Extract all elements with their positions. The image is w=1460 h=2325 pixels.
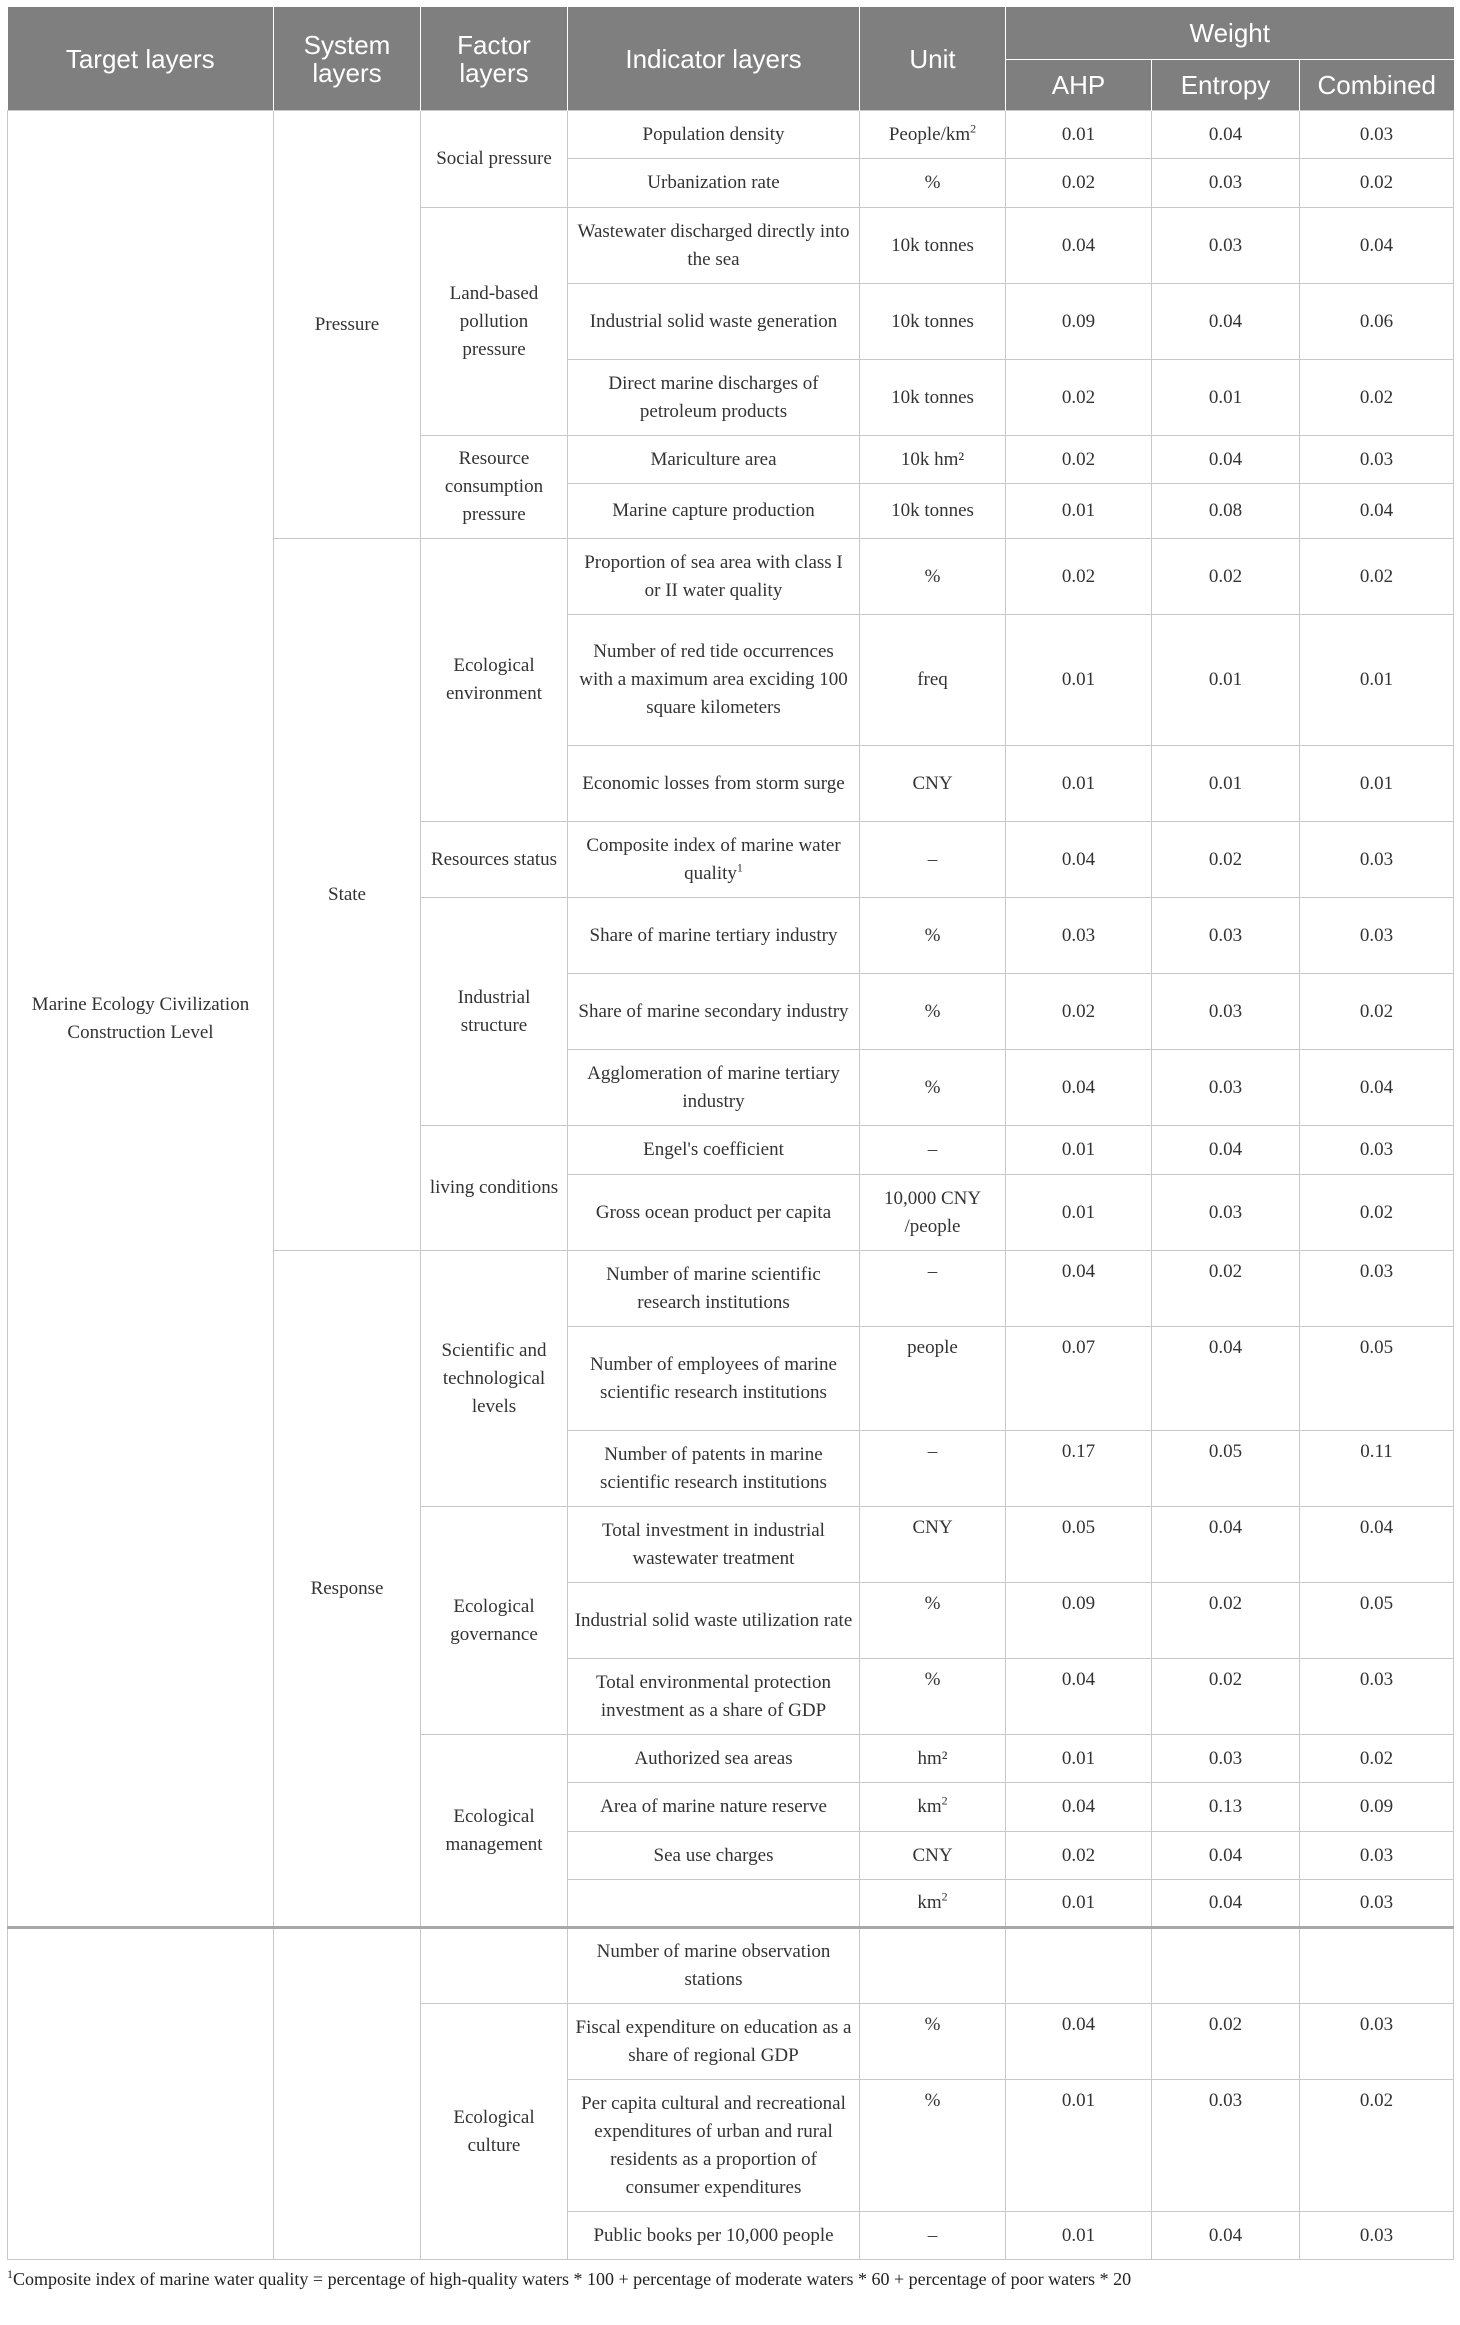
entropy-cell: 0.02 (1152, 1659, 1300, 1735)
document-page (7, 7, 1453, 2289)
unit-cell: % (860, 974, 1006, 1050)
entropy-cell: 0.04 (1152, 1507, 1300, 1583)
combined-cell: 0.05 (1300, 1583, 1454, 1659)
ahp-cell: 0.07 (1006, 1327, 1152, 1431)
ahp-cell: 0.01 (1006, 484, 1152, 539)
header-weight: Weight (1006, 7, 1454, 60)
indicator-cell: Public books per 10,000 people (568, 2212, 860, 2260)
entropy-cell: 0.13 (1152, 1783, 1300, 1832)
indicator-cell: Number of marine observation stations (568, 1928, 860, 2004)
indicator-cell: Share of marine secondary industry (568, 974, 860, 1050)
footnote-text: Composite index of marine water quality = percentage of high-quality waters * 100 + percentage of moderate waters * 60 + percentage of poor waters * 20 (13, 2269, 1132, 2289)
indicator-cell: Number of patents in marine scientific research institutions (568, 1431, 860, 1507)
indicator-cell: Economic losses from storm surge (568, 746, 860, 822)
entropy-cell: 0.01 (1152, 746, 1300, 822)
header-entropy: Entropy (1152, 60, 1300, 111)
indicator-cell: Total environmental protection investment as a share of GDP (568, 1659, 860, 1735)
combined-cell: 0.03 (1300, 111, 1454, 159)
ahp-cell: 0.01 (1006, 2212, 1152, 2260)
indicator-cell: Agglomeration of marine tertiary industry (568, 1050, 860, 1126)
factor-eco-governance-cell: Ecological governance (421, 1507, 568, 1735)
ahp-cell: 0.04 (1006, 208, 1152, 284)
combined-cell: 0.02 (1300, 974, 1454, 1050)
unit-cell: % (860, 1050, 1006, 1126)
factor-living-conditions-cell: living conditions (421, 1126, 568, 1251)
indicator-cell: Marine capture production (568, 484, 860, 539)
target-continuation-cell (8, 1928, 274, 2260)
header-factor-layers: Factor layers (421, 7, 568, 111)
system-response-cell: Response (274, 1251, 421, 1928)
ahp-cell: 0.02 (1006, 539, 1152, 615)
indicator-cell: Composite index of marine water quality$^1$ (568, 822, 860, 898)
entropy-cell: 0.03 (1152, 974, 1300, 1050)
entropy-cell: 0.04 (1152, 1832, 1300, 1880)
header-target-layers: Target layers (8, 7, 274, 111)
unit-cell: – (860, 1431, 1006, 1507)
ahp-cell: 0.01 (1006, 615, 1152, 746)
ahp-cell: 0.01 (1006, 1735, 1152, 1783)
factor-ecological-environment-cell: Ecological environment (421, 539, 568, 822)
unit-cell: 10,000 CNY /people (860, 1175, 1006, 1251)
factor-sci-tech-cell: Scientific and technological levels (421, 1251, 568, 1507)
unit-cell: % (860, 2080, 1006, 2212)
indicator-cell: Wastewater discharged directly into the sea (568, 208, 860, 284)
entropy-cell: 0.04 (1152, 111, 1300, 159)
entropy-cell: 0.04 (1152, 1126, 1300, 1175)
unit-cell: CNY (860, 1507, 1006, 1583)
indicator-cell: Number of marine scientific research institutions (568, 1251, 860, 1327)
indicator-cell (568, 1880, 860, 1928)
entropy-cell: 0.04 (1152, 1880, 1300, 1928)
factor-resource-consumption-cell: Resource consumption pressure (421, 436, 568, 539)
factor-land-based-cell: Land-based pollution pressure (421, 208, 568, 436)
header-combined: Combined (1300, 60, 1454, 111)
unit-cell: – (860, 822, 1006, 898)
combined-cell: 0.03 (1300, 898, 1454, 974)
factor-eco-management-cell: Ecological management (421, 1735, 568, 1928)
entropy-cell: 0.08 (1152, 484, 1300, 539)
entropy-cell: 0.03 (1152, 159, 1300, 208)
entropy-cell: 0.01 (1152, 360, 1300, 436)
ahp-cell (1006, 1928, 1152, 2004)
combined-cell: 0.03 (1300, 2004, 1454, 2080)
ahp-cell: 0.02 (1006, 1832, 1152, 1880)
indicator-cell: Share of marine tertiary industry (568, 898, 860, 974)
combined-cell: 0.03 (1300, 1832, 1454, 1880)
unit-cell: 10k tonnes (860, 360, 1006, 436)
ahp-cell: 0.05 (1006, 1507, 1152, 1583)
combined-cell: 0.01 (1300, 746, 1454, 822)
indicator-cell: Per capita cultural and recreational expenditures of urban and rural residents as a proportion of consumer expenditures (568, 2080, 860, 2212)
ahp-cell: 0.09 (1006, 284, 1152, 360)
factor-empty-cell (421, 1928, 568, 2004)
header-system-layers: System layers (274, 7, 421, 111)
factor-eco-culture-cell: Ecological culture (421, 2004, 568, 2260)
combined-cell: 0.04 (1300, 484, 1454, 539)
factor-social-pressure-cell: Social pressure (421, 111, 568, 208)
system-pressure-cell: Pressure (274, 111, 421, 539)
combined-cell (1300, 1928, 1454, 2004)
entropy-cell: 0.01 (1152, 615, 1300, 746)
ahp-cell: 0.04 (1006, 1659, 1152, 1735)
indicator-cell: Authorized sea areas (568, 1735, 860, 1783)
unit-cell: % (860, 1659, 1006, 1735)
unit-cell: – (860, 2212, 1006, 2260)
combined-cell: 0.03 (1300, 822, 1454, 898)
ahp-cell: 0.04 (1006, 822, 1152, 898)
ahp-cell: 0.04 (1006, 1050, 1152, 1126)
entropy-cell: 0.02 (1152, 1251, 1300, 1327)
combined-cell: 0.04 (1300, 1507, 1454, 1583)
entropy-cell: 0.02 (1152, 1583, 1300, 1659)
indicator-cell: Industrial solid waste utilization rate (568, 1583, 860, 1659)
combined-cell: 0.02 (1300, 360, 1454, 436)
ahp-cell: 0.04 (1006, 1783, 1152, 1832)
unit-cell: 10k tonnes (860, 208, 1006, 284)
target-layer-cell: Marine Ecology Civilization Construction Level (8, 111, 274, 1928)
indicator-cell: Engel's coefficient (568, 1126, 860, 1175)
indicator-cell: Proportion of sea area with class I or II water quality (568, 539, 860, 615)
indicator-cell: Fiscal expenditure on education as a share of regional GDP (568, 2004, 860, 2080)
ahp-cell: 0.02 (1006, 974, 1152, 1050)
ahp-cell: 0.04 (1006, 1251, 1152, 1327)
indicator-cell: Number of red tide occurrences with a maximum area exciding 100 square kilometers (568, 615, 860, 746)
footnote-marker: 1 (736, 860, 743, 875)
combined-cell: 0.02 (1300, 159, 1454, 208)
combined-cell: 0.04 (1300, 1050, 1454, 1126)
ahp-cell: 0.17 (1006, 1431, 1152, 1507)
entropy-cell: 0.04 (1152, 1327, 1300, 1431)
unit-cell: – (860, 1126, 1006, 1175)
combined-cell: 0.04 (1300, 208, 1454, 284)
combined-cell: 0.09 (1300, 1783, 1454, 1832)
combined-cell: 0.03 (1300, 1251, 1454, 1327)
entropy-cell: 0.04 (1152, 436, 1300, 484)
indicator-cell: Total investment in industrial wastewater treatment (568, 1507, 860, 1583)
indicator-cell: Number of employees of marine scientific research institutions (568, 1327, 860, 1431)
combined-cell: 0.03 (1300, 436, 1454, 484)
ahp-cell: 0.03 (1006, 898, 1152, 974)
ahp-cell: 0.09 (1006, 1583, 1152, 1659)
ahp-cell: 0.01 (1006, 1126, 1152, 1175)
indicator-cell: Mariculture area (568, 436, 860, 484)
header-ahp: AHP (1006, 60, 1152, 111)
header-indicator-layers: Indicator layers (568, 7, 860, 111)
unit-cell: freq (860, 615, 1006, 746)
unit-cell: % (860, 1583, 1006, 1659)
ahp-cell: 0.01 (1006, 746, 1152, 822)
entropy-cell: 0.03 (1152, 1175, 1300, 1251)
table-body (8, 111, 1454, 2260)
unit-cell: hm² (860, 1735, 1006, 1783)
footnote-marker: 1 (7, 2267, 13, 2281)
indicator-cell: Population density (568, 111, 860, 159)
combined-cell: 0.02 (1300, 539, 1454, 615)
unit-cell: people (860, 1327, 1006, 1431)
entropy-cell: 0.03 (1152, 898, 1300, 974)
combined-cell: 0.02 (1300, 1175, 1454, 1251)
unit-cell: % (860, 898, 1006, 974)
entropy-cell: 0.03 (1152, 1735, 1300, 1783)
indicator-cell: Direct marine discharges of petroleum products (568, 360, 860, 436)
unit-cell: % (860, 159, 1006, 208)
entropy-cell: 0.04 (1152, 284, 1300, 360)
ahp-cell: 0.01 (1006, 1175, 1152, 1251)
table-row (8, 111, 1454, 159)
unit-cell: – (860, 1251, 1006, 1327)
unit-cell: 10k hm² (860, 436, 1006, 484)
unit-cell (860, 1928, 1006, 2004)
ahp-cell: 0.01 (1006, 2080, 1152, 2212)
indicator-weights-table (7, 7, 1454, 2260)
unit-cell: CNY (860, 746, 1006, 822)
unit-cell: % (860, 539, 1006, 615)
combined-cell: 0.02 (1300, 2080, 1454, 2212)
entropy-cell: 0.03 (1152, 1050, 1300, 1126)
entropy-cell: 0.02 (1152, 822, 1300, 898)
entropy-cell: 0.03 (1152, 2080, 1300, 2212)
unit-cell: CNY (860, 1832, 1006, 1880)
ahp-cell: 0.01 (1006, 1880, 1152, 1928)
unit-cell: $km^2$ (860, 1880, 1006, 1928)
entropy-cell (1152, 1928, 1300, 2004)
indicator-cell: Area of marine nature reserve (568, 1783, 860, 1832)
combined-cell: 0.02 (1300, 1735, 1454, 1783)
combined-cell: 0.03 (1300, 1659, 1454, 1735)
ahp-cell: 0.04 (1006, 2004, 1152, 2080)
ahp-cell: 0.01 (1006, 111, 1152, 159)
ahp-cell: 0.02 (1006, 159, 1152, 208)
unit-cell: 10k tonnes (860, 484, 1006, 539)
system-continuation-cell (274, 1928, 421, 2260)
indicator-cell: Sea use charges (568, 1832, 860, 1880)
table-header (8, 7, 1454, 111)
indicator-cell: Urbanization rate (568, 159, 860, 208)
ahp-cell: 0.02 (1006, 436, 1152, 484)
table-footnote (7, 2269, 1453, 2289)
combined-cell: 0.03 (1300, 2212, 1454, 2260)
combined-cell: 0.05 (1300, 1327, 1454, 1431)
table-row (8, 1928, 1454, 2004)
combined-cell: 0.06 (1300, 284, 1454, 360)
header-unit: Unit (860, 7, 1006, 111)
unit-cell: 10k tonnes (860, 284, 1006, 360)
ahp-cell: 0.02 (1006, 360, 1152, 436)
combined-cell: 0.03 (1300, 1880, 1454, 1928)
combined-cell: 0.11 (1300, 1431, 1454, 1507)
combined-cell: 0.03 (1300, 1126, 1454, 1175)
factor-resources-status-cell: Resources status (421, 822, 568, 898)
unit-cell: $km^2$ (860, 1783, 1006, 1832)
entropy-cell: 0.02 (1152, 2004, 1300, 2080)
unit-cell: % (860, 2004, 1006, 2080)
entropy-cell: 0.05 (1152, 1431, 1300, 1507)
indicator-cell: Industrial solid waste generation (568, 284, 860, 360)
entropy-cell: 0.04 (1152, 2212, 1300, 2260)
factor-industrial-structure-cell: Industrial structure (421, 898, 568, 1126)
unit-cell: People/$km^2$ (860, 111, 1006, 159)
combined-cell: 0.01 (1300, 615, 1454, 746)
entropy-cell: 0.03 (1152, 208, 1300, 284)
system-state-cell: State (274, 539, 421, 1251)
indicator-cell: Gross ocean product per capita (568, 1175, 860, 1251)
entropy-cell: 0.02 (1152, 539, 1300, 615)
